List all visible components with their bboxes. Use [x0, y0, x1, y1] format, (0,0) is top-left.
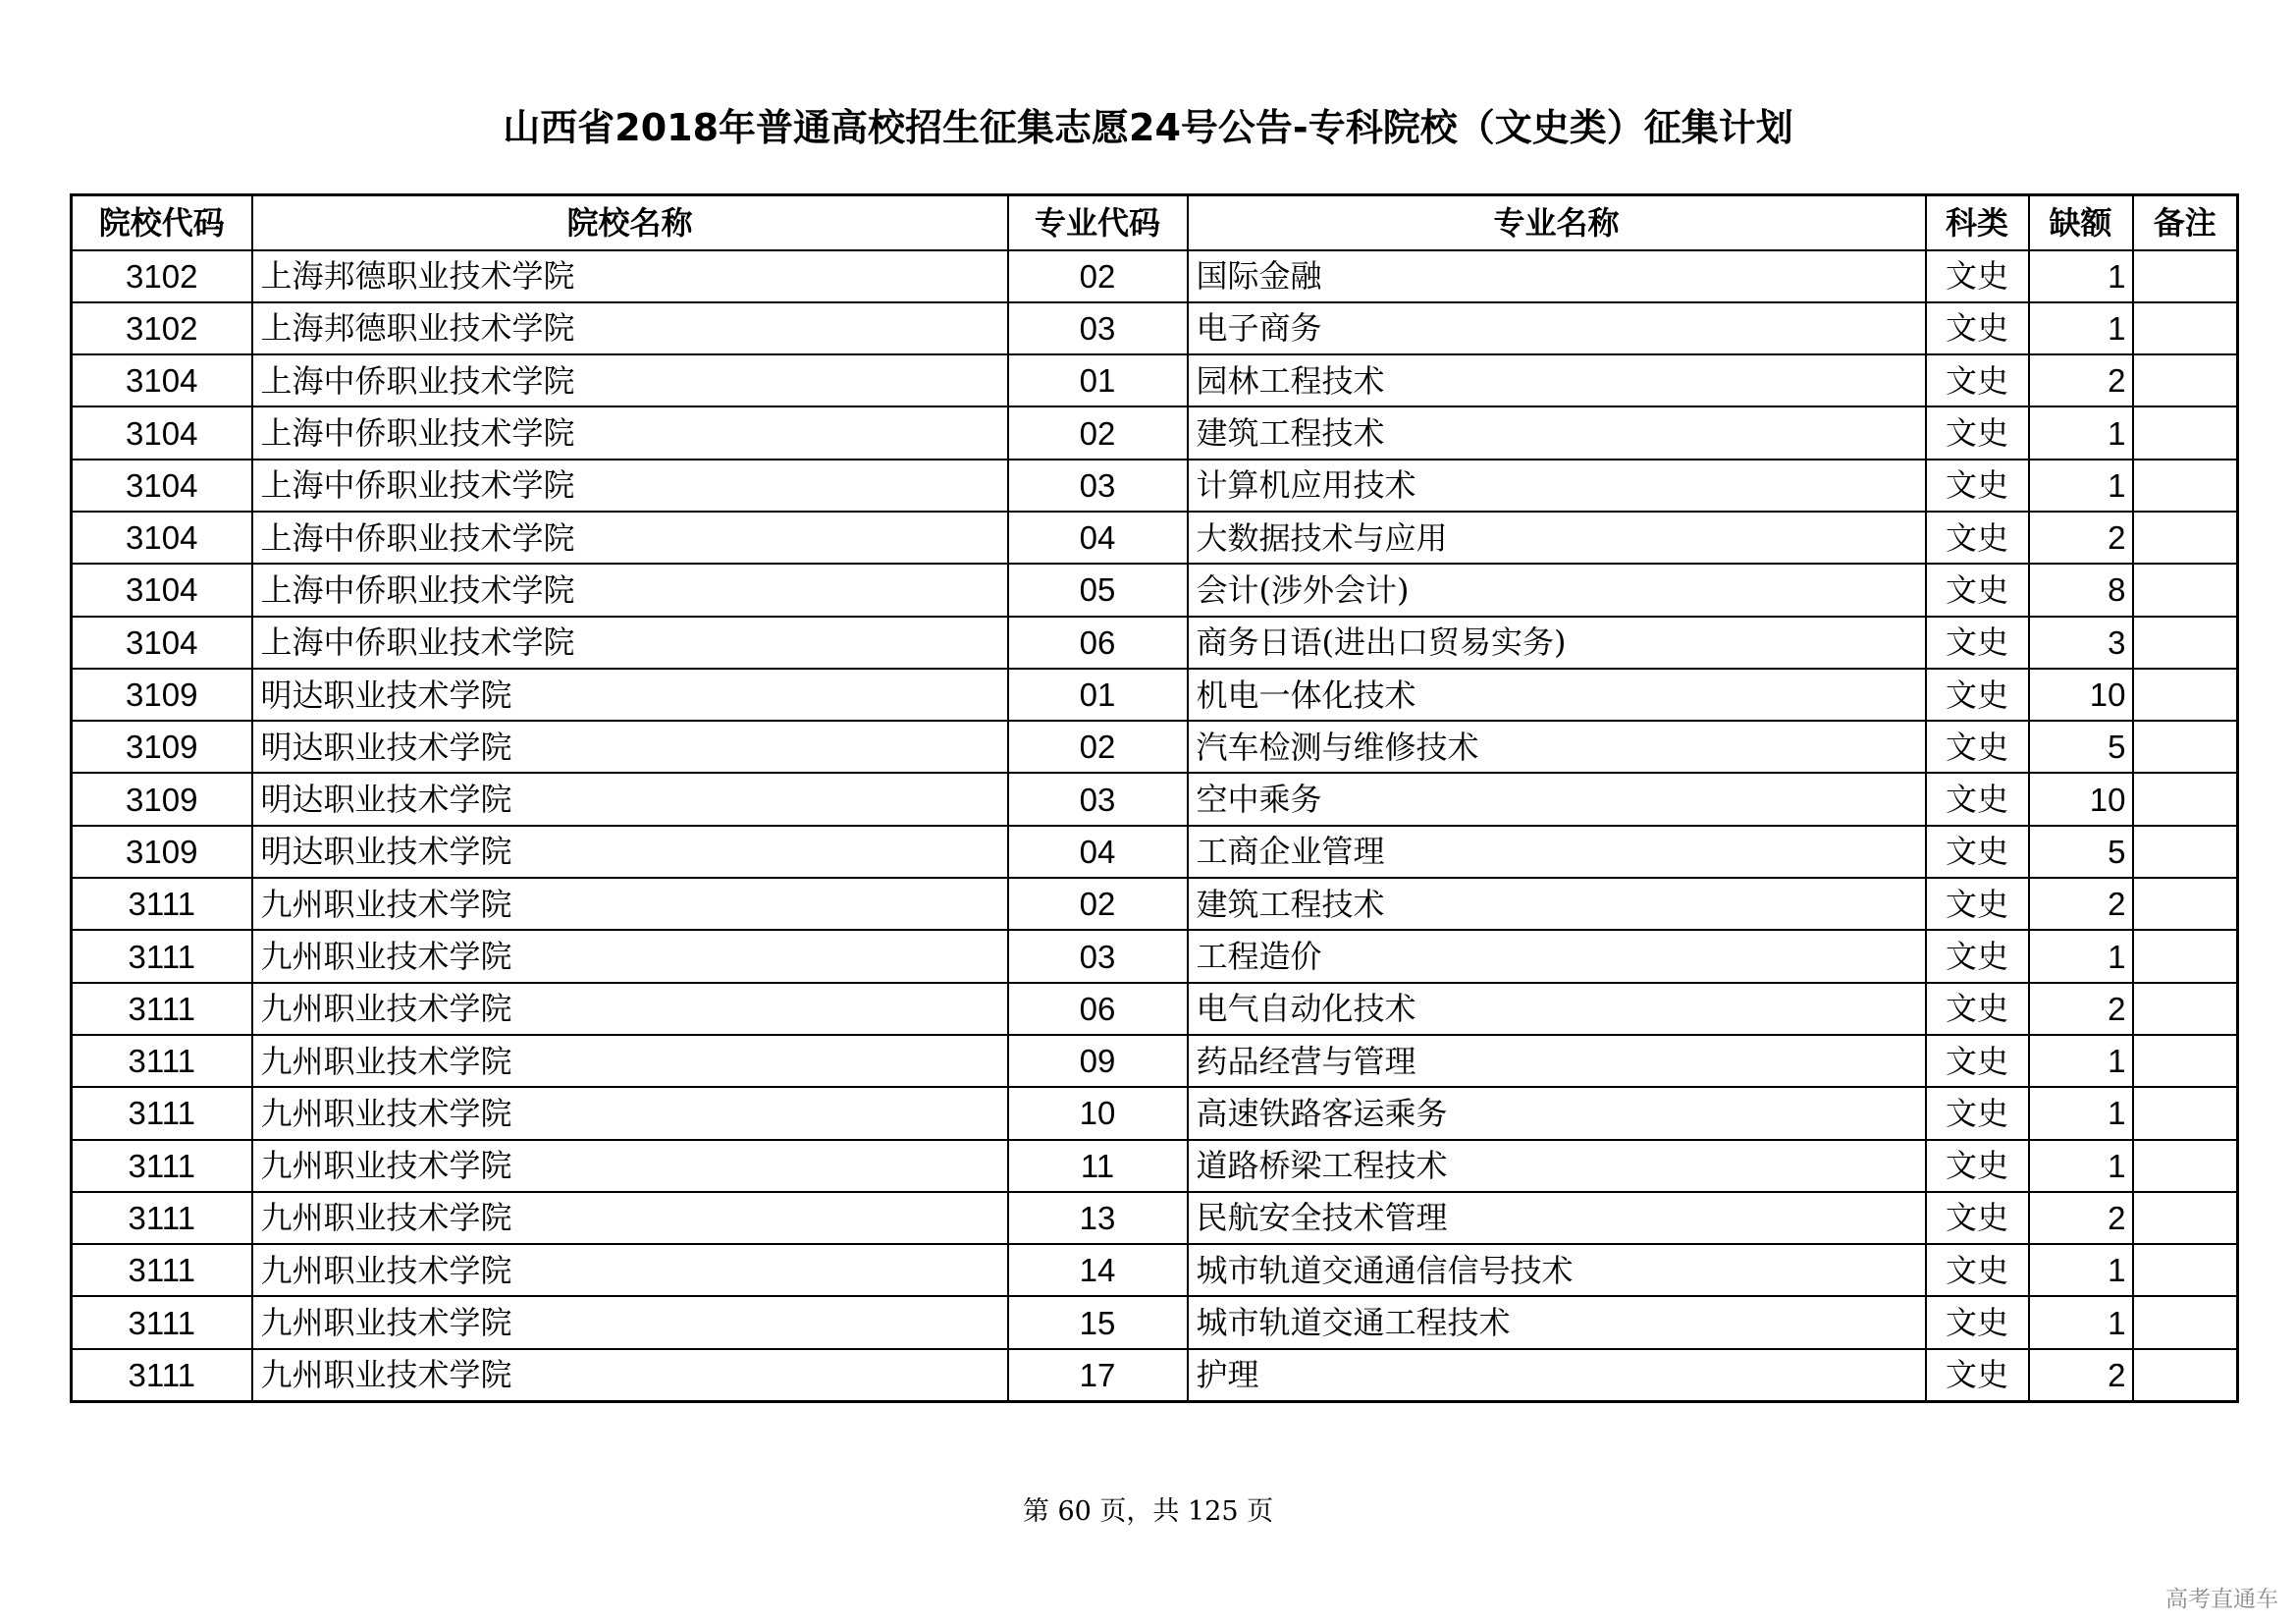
table-row [72, 669, 2238, 721]
cell-school-code: 3111 [72, 1296, 252, 1348]
cell-vacancy: 1 [2029, 406, 2133, 459]
cell-category: 文史 [1926, 460, 2029, 512]
header-major-code: 专业代码 [1008, 195, 1188, 250]
table-row [72, 930, 2238, 982]
cell-major-name: 城市轨道交通工程技术 [1188, 1296, 1926, 1348]
cell-school-name: 上海中侨职业技术学院 [252, 406, 1008, 459]
cell-school-name: 九州职业技术学院 [252, 1244, 1008, 1296]
cell-remarks [2133, 406, 2238, 459]
cell-school-code: 3102 [72, 250, 252, 302]
cell-major-code: 06 [1008, 983, 1188, 1035]
cell-category: 文史 [1926, 406, 2029, 459]
table-row [72, 983, 2238, 1035]
cell-school-code: 3102 [72, 302, 252, 354]
cell-category: 文史 [1926, 1140, 2029, 1192]
cell-major-code: 03 [1008, 460, 1188, 512]
cell-category: 文史 [1926, 983, 2029, 1035]
cell-vacancy: 2 [2029, 1349, 2133, 1401]
cell-major-name: 民航安全技术管理 [1188, 1192, 1926, 1244]
table-row [72, 564, 2238, 616]
cell-major-name: 机电一体化技术 [1188, 669, 1926, 721]
header-school-name: 院校名称 [252, 195, 1008, 250]
cell-major-name: 道路桥梁工程技术 [1188, 1140, 1926, 1192]
cell-vacancy: 1 [2029, 1035, 2133, 1087]
cell-major-code: 11 [1008, 1140, 1188, 1192]
page-title: 山西省2018年普通高校招生征集志愿24号公告-专科院校（文史类）征集计划 [503, 106, 1793, 149]
cell-major-name: 高速铁路客运乘务 [1188, 1087, 1926, 1139]
cell-category: 文史 [1926, 878, 2029, 930]
cell-vacancy: 1 [2029, 930, 2133, 982]
cell-school-name: 上海邦德职业技术学院 [252, 302, 1008, 354]
cell-remarks [2133, 721, 2238, 773]
table-row [72, 617, 2238, 669]
cell-major-name: 电子商务 [1188, 302, 1926, 354]
table-row [72, 1244, 2238, 1296]
cell-vacancy: 5 [2029, 721, 2133, 773]
cell-vacancy: 1 [2029, 1244, 2133, 1296]
cell-school-code: 3111 [72, 878, 252, 930]
cell-major-name: 空中乘务 [1188, 773, 1926, 825]
cell-major-code: 17 [1008, 1349, 1188, 1401]
cell-major-name: 建筑工程技术 [1188, 406, 1926, 459]
cell-category: 文史 [1926, 1035, 2029, 1087]
table-row [72, 773, 2238, 825]
table-row [72, 512, 2238, 564]
cell-vacancy: 1 [2029, 460, 2133, 512]
cell-school-code: 3111 [72, 1192, 252, 1244]
cell-major-code: 15 [1008, 1296, 1188, 1348]
cell-major-name: 工程造价 [1188, 930, 1926, 982]
cell-major-code: 05 [1008, 564, 1188, 616]
cell-remarks [2133, 250, 2238, 302]
cell-major-name: 会计(涉外会计) [1188, 564, 1926, 616]
cell-remarks [2133, 1140, 2238, 1192]
cell-school-code: 3104 [72, 512, 252, 564]
cell-vacancy: 1 [2029, 302, 2133, 354]
cell-remarks [2133, 878, 2238, 930]
cell-school-name: 九州职业技术学院 [252, 1349, 1008, 1401]
cell-remarks [2133, 773, 2238, 825]
cell-school-code: 3109 [72, 773, 252, 825]
enrollment-plan-table [70, 193, 2239, 1403]
cell-school-name: 上海邦德职业技术学院 [252, 250, 1008, 302]
cell-vacancy: 5 [2029, 826, 2133, 878]
cell-major-name: 计算机应用技术 [1188, 460, 1926, 512]
cell-school-name: 明达职业技术学院 [252, 826, 1008, 878]
cell-category: 文史 [1926, 773, 2029, 825]
cell-remarks [2133, 1296, 2238, 1348]
cell-category: 文史 [1926, 669, 2029, 721]
cell-major-code: 06 [1008, 617, 1188, 669]
cell-category: 文史 [1926, 1087, 2029, 1139]
cell-school-code: 3104 [72, 564, 252, 616]
table-row [72, 1140, 2238, 1192]
cell-major-name: 建筑工程技术 [1188, 878, 1926, 930]
cell-school-name: 九州职业技术学院 [252, 878, 1008, 930]
cell-category: 文史 [1926, 617, 2029, 669]
cell-school-code: 3111 [72, 1035, 252, 1087]
table-row [72, 826, 2238, 878]
cell-school-code: 3111 [72, 983, 252, 1035]
cell-major-name: 园林工程技术 [1188, 354, 1926, 406]
cell-remarks [2133, 1087, 2238, 1139]
cell-vacancy: 1 [2029, 1140, 2133, 1192]
table-row [72, 302, 2238, 354]
cell-category: 文史 [1926, 564, 2029, 616]
cell-school-code: 3111 [72, 1087, 252, 1139]
header-category: 科类 [1926, 195, 2029, 250]
cell-major-code: 02 [1008, 878, 1188, 930]
cell-major-code: 10 [1008, 1087, 1188, 1139]
cell-major-name: 工商企业管理 [1188, 826, 1926, 878]
cell-school-name: 九州职业技术学院 [252, 1087, 1008, 1139]
cell-major-name: 大数据技术与应用 [1188, 512, 1926, 564]
cell-vacancy: 10 [2029, 773, 2133, 825]
table-row [72, 1087, 2238, 1139]
cell-school-name: 九州职业技术学院 [252, 1192, 1008, 1244]
cell-remarks [2133, 1035, 2238, 1087]
cell-school-name: 明达职业技术学院 [252, 669, 1008, 721]
cell-school-code: 3111 [72, 930, 252, 982]
cell-vacancy: 1 [2029, 1087, 2133, 1139]
cell-remarks [2133, 460, 2238, 512]
cell-school-name: 上海中侨职业技术学院 [252, 512, 1008, 564]
cell-major-name: 国际金融 [1188, 250, 1926, 302]
cell-school-name: 九州职业技术学院 [252, 1035, 1008, 1087]
cell-remarks [2133, 826, 2238, 878]
cell-vacancy: 1 [2029, 250, 2133, 302]
cell-vacancy: 2 [2029, 354, 2133, 406]
table-row [72, 406, 2238, 459]
cell-category: 文史 [1926, 1349, 2029, 1401]
cell-school-code: 3104 [72, 460, 252, 512]
cell-category: 文史 [1926, 930, 2029, 982]
table-row [72, 1192, 2238, 1244]
cell-remarks [2133, 617, 2238, 669]
cell-major-code: 01 [1008, 669, 1188, 721]
table-row [72, 878, 2238, 930]
cell-school-name: 九州职业技术学院 [252, 1140, 1008, 1192]
cell-major-code: 01 [1008, 354, 1188, 406]
cell-school-code: 3104 [72, 617, 252, 669]
cell-major-name: 商务日语(进出口贸易实务) [1188, 617, 1926, 669]
cell-vacancy: 1 [2029, 1296, 2133, 1348]
cell-major-name: 药品经营与管理 [1188, 1035, 1926, 1087]
cell-vacancy: 2 [2029, 1192, 2133, 1244]
cell-school-code: 3109 [72, 721, 252, 773]
cell-major-code: 03 [1008, 773, 1188, 825]
cell-major-code: 04 [1008, 826, 1188, 878]
table-body [72, 250, 2238, 1402]
cell-remarks [2133, 354, 2238, 406]
cell-remarks [2133, 1192, 2238, 1244]
cell-school-name: 上海中侨职业技术学院 [252, 354, 1008, 406]
cell-school-name: 上海中侨职业技术学院 [252, 564, 1008, 616]
cell-major-code: 14 [1008, 1244, 1188, 1296]
cell-remarks [2133, 1349, 2238, 1401]
cell-remarks [2133, 930, 2238, 982]
cell-remarks [2133, 564, 2238, 616]
cell-school-name: 九州职业技术学院 [252, 983, 1008, 1035]
table-header-row [72, 195, 2238, 250]
cell-school-code: 3104 [72, 406, 252, 459]
cell-school-code: 3109 [72, 669, 252, 721]
cell-remarks [2133, 512, 2238, 564]
cell-category: 文史 [1926, 250, 2029, 302]
table-row [72, 354, 2238, 406]
table-row [72, 721, 2238, 773]
cell-school-name: 明达职业技术学院 [252, 721, 1008, 773]
cell-major-code: 03 [1008, 302, 1188, 354]
cell-school-name: 上海中侨职业技术学院 [252, 617, 1008, 669]
cell-remarks [2133, 1244, 2238, 1296]
cell-school-code: 3104 [72, 354, 252, 406]
table-row [72, 250, 2238, 302]
cell-category: 文史 [1926, 721, 2029, 773]
cell-major-code: 04 [1008, 512, 1188, 564]
cell-category: 文史 [1926, 1192, 2029, 1244]
watermark: 高考直通车 [2165, 1587, 2278, 1612]
cell-vacancy: 2 [2029, 512, 2133, 564]
header-major-name: 专业名称 [1188, 195, 1926, 250]
cell-category: 文史 [1926, 302, 2029, 354]
cell-school-code: 3111 [72, 1349, 252, 1401]
cell-category: 文史 [1926, 826, 2029, 878]
cell-major-code: 02 [1008, 406, 1188, 459]
cell-major-name: 汽车检测与维修技术 [1188, 721, 1926, 773]
cell-school-name: 九州职业技术学院 [252, 1296, 1008, 1348]
cell-vacancy: 8 [2029, 564, 2133, 616]
cell-category: 文史 [1926, 1244, 2029, 1296]
table-row [72, 1296, 2238, 1348]
header-school-code: 院校代码 [72, 195, 252, 250]
cell-category: 文史 [1926, 1296, 2029, 1348]
cell-school-name: 上海中侨职业技术学院 [252, 460, 1008, 512]
cell-major-name: 护理 [1188, 1349, 1926, 1401]
cell-major-code: 02 [1008, 721, 1188, 773]
cell-school-name: 明达职业技术学院 [252, 773, 1008, 825]
cell-school-code: 3111 [72, 1244, 252, 1296]
cell-school-code: 3111 [72, 1140, 252, 1192]
header-vacancy: 缺额 [2029, 195, 2133, 250]
cell-vacancy: 10 [2029, 669, 2133, 721]
table-row [72, 460, 2238, 512]
cell-major-code: 03 [1008, 930, 1188, 982]
cell-category: 文史 [1926, 512, 2029, 564]
table-row [72, 1035, 2238, 1087]
cell-remarks [2133, 669, 2238, 721]
table-row [72, 1349, 2238, 1401]
cell-major-name: 城市轨道交通通信信号技术 [1188, 1244, 1926, 1296]
page-footer: 第 60 页，共 125 页 [1022, 1496, 1274, 1527]
cell-remarks [2133, 302, 2238, 354]
cell-school-name: 九州职业技术学院 [252, 930, 1008, 982]
cell-major-code: 13 [1008, 1192, 1188, 1244]
cell-category: 文史 [1926, 354, 2029, 406]
cell-remarks [2133, 983, 2238, 1035]
cell-vacancy: 3 [2029, 617, 2133, 669]
header-remarks: 备注 [2133, 195, 2238, 250]
cell-major-name: 电气自动化技术 [1188, 983, 1926, 1035]
cell-vacancy: 2 [2029, 878, 2133, 930]
cell-major-code: 09 [1008, 1035, 1188, 1087]
cell-vacancy: 2 [2029, 983, 2133, 1035]
cell-major-code: 02 [1008, 250, 1188, 302]
cell-school-code: 3109 [72, 826, 252, 878]
